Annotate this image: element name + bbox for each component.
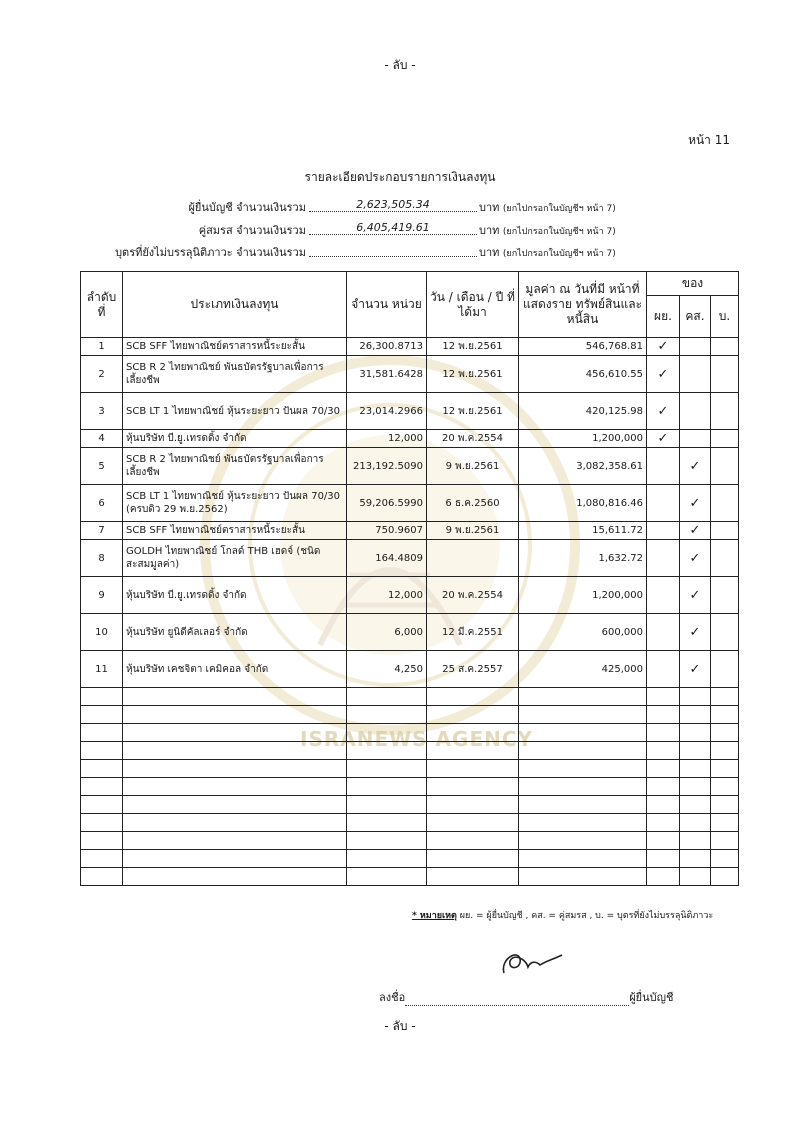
summary-children-label: บุตรที่ยังไม่บรรลุนิติภาวะ จำนวนเงินรวม <box>115 246 306 259</box>
empty-row <box>81 688 739 706</box>
empty-cell <box>81 760 123 778</box>
row-no: 7 <box>81 522 123 540</box>
empty-cell <box>123 796 347 814</box>
check-mark-icon: ✓ <box>657 339 669 354</box>
row-date: 25 ส.ค.2557 <box>427 651 519 688</box>
row-date: 9 พ.ย.2561 <box>427 448 519 485</box>
summary-children-amount <box>309 243 477 257</box>
owner-child-cell <box>711 356 739 393</box>
empty-cell <box>123 688 347 706</box>
empty-cell <box>81 868 123 886</box>
signature-line <box>379 988 673 1006</box>
row-value: 15,611.72 <box>519 522 647 540</box>
empty-cell <box>647 850 680 868</box>
empty-cell <box>347 760 427 778</box>
owner-child-cell <box>711 393 739 430</box>
check-mark-icon: ✓ <box>689 523 701 538</box>
owner-child-cell <box>711 485 739 522</box>
row-no: 5 <box>81 448 123 485</box>
owner-filer-cell <box>647 448 680 485</box>
empty-cell <box>347 814 427 832</box>
owner-filer-cell <box>647 522 680 540</box>
empty-cell <box>647 742 680 760</box>
row-date: 9 พ.ย.2561 <box>427 522 519 540</box>
empty-cell <box>123 814 347 832</box>
empty-cell <box>711 688 739 706</box>
row-type: GOLDH ไทยพาณิชย์ โกลด์ THB เฮดจ์ (ชนิดสะสมมูลค่า) <box>123 540 347 577</box>
summary-children-row <box>0 243 800 261</box>
empty-cell <box>680 778 711 796</box>
signature-scribble <box>498 945 566 979</box>
empty-cell <box>347 688 427 706</box>
summary-note: (ยกไปกรอกในบัญชีฯ หน้า 7) <box>502 249 616 259</box>
empty-cell <box>519 814 647 832</box>
empty-cell <box>427 760 519 778</box>
empty-cell <box>711 742 739 760</box>
row-no: 6 <box>81 485 123 522</box>
row-value: 420,125.98 <box>519 393 647 430</box>
empty-cell <box>123 832 347 850</box>
empty-cell <box>347 742 427 760</box>
check-mark-icon: ✓ <box>689 624 701 640</box>
table-row <box>81 430 739 448</box>
empty-cell <box>519 850 647 868</box>
owner-filer-cell <box>647 651 680 688</box>
empty-cell <box>81 688 123 706</box>
row-units: 4,250 <box>347 651 427 688</box>
row-no: 4 <box>81 430 123 448</box>
summary-filer-row <box>0 198 800 216</box>
row-units: 12,000 <box>347 577 427 614</box>
empty-cell <box>81 814 123 832</box>
empty-cell <box>680 724 711 742</box>
row-date <box>427 540 519 577</box>
table-row <box>81 448 739 485</box>
owner-spouse-cell <box>680 522 711 540</box>
empty-row <box>81 760 739 778</box>
summary-unit: บาท <box>479 224 500 237</box>
empty-cell <box>519 796 647 814</box>
empty-row <box>81 850 739 868</box>
sign-role: ผู้ยื่นบัญชี <box>629 991 674 1004</box>
empty-cell <box>123 850 347 868</box>
row-date: 12 พ.ย.2561 <box>427 356 519 393</box>
row-type: SCB R 2 ไทยพาณิชย์ พันธบัตรรัฐบาลเพื่อการเลี้ยงชีพ <box>123 448 347 485</box>
row-units: 750.9607 <box>347 522 427 540</box>
empty-cell <box>647 724 680 742</box>
check-mark-icon: ✓ <box>689 458 701 474</box>
owner-spouse-cell <box>680 448 711 485</box>
row-type: SCB SFF ไทยพาณิชย์ตราสารหนี้ระยะสั้น <box>123 522 347 540</box>
empty-cell <box>81 778 123 796</box>
row-date: 20 พ.ค.2554 <box>427 577 519 614</box>
header-date: วัน / เดือน / ปี ที่ได้มา <box>427 272 519 338</box>
empty-cell <box>347 832 427 850</box>
check-mark-icon: ✓ <box>657 403 669 419</box>
empty-cell <box>123 778 347 796</box>
row-units: 12,000 <box>347 430 427 448</box>
owner-filer-cell <box>647 356 680 393</box>
empty-cell <box>347 778 427 796</box>
owner-child-cell <box>711 540 739 577</box>
empty-cell <box>519 832 647 850</box>
table-row <box>81 356 739 393</box>
empty-row <box>81 724 739 742</box>
empty-cell <box>427 742 519 760</box>
header-owner-filer: ผย. <box>647 296 680 338</box>
row-date: 12 พ.ย.2561 <box>427 338 519 356</box>
empty-row <box>81 778 739 796</box>
empty-cell <box>81 796 123 814</box>
empty-cell <box>711 850 739 868</box>
owner-child-cell <box>711 430 739 448</box>
empty-row <box>81 814 739 832</box>
row-type: SCB LT 1 ไทยพาณิชย์ หุ้นระยะยาว ปันผล 70/30 <box>123 393 347 430</box>
empty-cell <box>519 868 647 886</box>
watermark-text: ISRANEWS AGENCY <box>300 727 534 751</box>
empty-cell <box>647 796 680 814</box>
empty-cell <box>81 724 123 742</box>
owner-filer-cell <box>647 338 680 356</box>
row-type: SCB R 2 ไทยพาณิชย์ พันธบัตรรัฐบาลเพื่อการเลี้ยงชีพ <box>123 356 347 393</box>
empty-row <box>81 742 739 760</box>
summary-note: (ยกไปกรอกในบัญชีฯ หน้า 7) <box>502 227 616 237</box>
owner-spouse-cell <box>680 393 711 430</box>
page-number: หน้า 11 <box>688 133 730 147</box>
owner-filer-cell <box>647 430 680 448</box>
table-row <box>81 338 739 356</box>
summary-spouse-label: คู่สมรส จำนวนเงินรวม <box>198 224 306 237</box>
owner-filer-cell <box>647 614 680 651</box>
document-title: รายละเอียดประกอบรายการเงินลงทุน <box>304 170 496 184</box>
row-value: 1,200,000 <box>519 430 647 448</box>
header-no: ลำดับ ที่ <box>81 272 123 338</box>
empty-cell <box>647 778 680 796</box>
row-no: 9 <box>81 577 123 614</box>
empty-cell <box>427 832 519 850</box>
row-type: หุ้นบริษัท เคชจิตา เคมิคอล จำกัด <box>123 651 347 688</box>
empty-cell <box>427 868 519 886</box>
empty-cell <box>81 832 123 850</box>
empty-cell <box>680 850 711 868</box>
owner-child-cell <box>711 338 739 356</box>
empty-cell <box>519 688 647 706</box>
table-row <box>81 485 739 522</box>
row-date: 12 พ.ย.2561 <box>427 393 519 430</box>
owner-filer-cell <box>647 540 680 577</box>
owner-spouse-cell <box>680 614 711 651</box>
sign-dots <box>405 993 629 1006</box>
empty-cell <box>123 760 347 778</box>
row-value: 600,000 <box>519 614 647 651</box>
owner-spouse-cell <box>680 485 711 522</box>
empty-cell <box>427 688 519 706</box>
owner-spouse-cell <box>680 430 711 448</box>
summary-filer-label: ผู้ยื่นบัญชี จำนวนเงินรวม <box>188 201 306 214</box>
row-value: 1,200,000 <box>519 577 647 614</box>
owner-child-cell <box>711 651 739 688</box>
empty-cell <box>711 706 739 724</box>
table-row <box>81 577 739 614</box>
table-row <box>81 540 739 577</box>
header-owner-spouse: คส. <box>680 296 711 338</box>
empty-cell <box>680 760 711 778</box>
empty-cell <box>519 778 647 796</box>
empty-cell <box>647 688 680 706</box>
row-type: SCB LT 1 ไทยพาณิชย์ หุ้นระยะยาว ปันผล 70/30 (ครบดิว 29 พ.ย.2562) <box>123 485 347 522</box>
empty-cell <box>647 832 680 850</box>
table-row <box>81 522 739 540</box>
empty-cell <box>680 868 711 886</box>
owner-spouse-cell <box>680 540 711 577</box>
empty-cell <box>347 796 427 814</box>
row-value: 456,610.55 <box>519 356 647 393</box>
check-mark-icon: ✓ <box>689 661 701 677</box>
empty-row <box>81 832 739 850</box>
row-value: 546,768.81 <box>519 338 647 356</box>
row-no: 2 <box>81 356 123 393</box>
check-mark-icon: ✓ <box>689 587 701 603</box>
empty-cell <box>711 832 739 850</box>
empty-row <box>81 796 739 814</box>
confidential-label-bottom: - ลับ - <box>384 1019 416 1033</box>
empty-cell <box>123 868 347 886</box>
row-value: 3,082,358.61 <box>519 448 647 485</box>
empty-cell <box>680 706 711 724</box>
row-value: 1,632.72 <box>519 540 647 577</box>
empty-cell <box>680 814 711 832</box>
empty-cell <box>427 850 519 868</box>
empty-cell <box>519 706 647 724</box>
row-date: 12 มี.ค.2551 <box>427 614 519 651</box>
row-no: 8 <box>81 540 123 577</box>
owner-child-cell <box>711 577 739 614</box>
summary-unit: บาท <box>479 201 500 214</box>
empty-cell <box>427 814 519 832</box>
empty-cell <box>81 706 123 724</box>
summary-spouse-row <box>0 221 800 239</box>
owner-child-cell <box>711 448 739 485</box>
empty-cell <box>680 742 711 760</box>
empty-cell <box>647 706 680 724</box>
owner-spouse-cell <box>680 338 711 356</box>
row-units: 213,192.5090 <box>347 448 427 485</box>
empty-cell <box>427 778 519 796</box>
empty-row <box>81 868 739 886</box>
empty-cell <box>81 850 123 868</box>
summary-spouse-amount: 6,405,419.61 <box>309 221 477 235</box>
empty-cell <box>711 814 739 832</box>
row-units: 26,300.8713 <box>347 338 427 356</box>
row-units: 23,014.2966 <box>347 393 427 430</box>
owner-filer-cell <box>647 577 680 614</box>
row-no: 3 <box>81 393 123 430</box>
summary-filer-amount: 2,623,505.34 <box>309 198 477 212</box>
footnote-text: ผย. = ผู้ยื่นบัญชี , คส. = คู่สมรส , บ. = บุตรที่ยังไม่บรรลุนิติภาวะ <box>456 911 714 921</box>
table-row <box>81 651 739 688</box>
empty-cell <box>347 724 427 742</box>
empty-cell <box>519 760 647 778</box>
owner-child-cell <box>711 614 739 651</box>
row-no: 11 <box>81 651 123 688</box>
empty-cell <box>711 778 739 796</box>
empty-cell <box>680 796 711 814</box>
empty-cell <box>519 724 647 742</box>
empty-cell <box>123 706 347 724</box>
header-type: ประเภทเงินลงทุน <box>123 272 347 338</box>
investment-table <box>80 271 739 886</box>
check-mark-icon: ✓ <box>657 366 669 382</box>
check-mark-icon: ✓ <box>657 431 669 446</box>
empty-cell <box>647 868 680 886</box>
table-body <box>81 338 739 886</box>
empty-cell <box>81 742 123 760</box>
header-value: มูลค่า ณ วันที่มี หน้าที่แสดงราย ทรัพย์สินและหนี้สิน <box>519 272 647 338</box>
header-owner: ของ <box>647 272 739 296</box>
footnote-label: * หมายเหตุ <box>412 911 457 921</box>
confidential-label-top: - ลับ - <box>384 58 416 72</box>
empty-cell <box>711 868 739 886</box>
header-units: จำนวน หน่วย <box>347 272 427 338</box>
empty-cell <box>680 688 711 706</box>
row-type: หุ้นบริษัท บี.ยู.เทรดดิ้ง จำกัด <box>123 430 347 448</box>
row-units: 31,581.6428 <box>347 356 427 393</box>
row-units: 164.4809 <box>347 540 427 577</box>
empty-cell <box>347 868 427 886</box>
row-type: หุ้นบริษัท บี.ยู.เทรดดิ้ง จำกัด <box>123 577 347 614</box>
row-value: 425,000 <box>519 651 647 688</box>
empty-cell <box>123 724 347 742</box>
row-no: 10 <box>81 614 123 651</box>
empty-cell <box>427 796 519 814</box>
owner-spouse-cell <box>680 651 711 688</box>
row-type: SCB SFF ไทยพาณิชย์ตราสารหนี้ระยะสั้น <box>123 338 347 356</box>
table-row <box>81 393 739 430</box>
empty-cell <box>647 760 680 778</box>
empty-row <box>81 706 739 724</box>
owner-filer-cell <box>647 485 680 522</box>
empty-cell <box>347 706 427 724</box>
empty-cell <box>123 742 347 760</box>
empty-cell <box>427 724 519 742</box>
empty-cell <box>680 832 711 850</box>
empty-cell <box>347 850 427 868</box>
sign-label: ลงชื่อ <box>379 991 406 1004</box>
empty-cell <box>427 706 519 724</box>
row-date: 6 ธ.ค.2560 <box>427 485 519 522</box>
check-mark-icon: ✓ <box>689 550 701 566</box>
empty-cell <box>647 814 680 832</box>
owner-child-cell <box>711 522 739 540</box>
empty-cell <box>519 742 647 760</box>
owner-filer-cell <box>647 393 680 430</box>
row-value: 1,080,816.46 <box>519 485 647 522</box>
row-units: 6,000 <box>347 614 427 651</box>
row-type: หุ้นบริษัท ยูนิดีคัลเลอร์ จำกัด <box>123 614 347 651</box>
empty-cell <box>711 760 739 778</box>
check-mark-icon: ✓ <box>689 495 701 511</box>
footnote <box>412 908 713 922</box>
row-no: 1 <box>81 338 123 356</box>
summary-unit: บาท <box>479 246 500 259</box>
row-date: 20 พ.ค.2554 <box>427 430 519 448</box>
owner-spouse-cell <box>680 356 711 393</box>
empty-cell <box>711 796 739 814</box>
owner-spouse-cell <box>680 577 711 614</box>
summary-note: (ยกไปกรอกในบัญชีฯ หน้า 7) <box>502 204 616 214</box>
table-row <box>81 614 739 651</box>
header-owner-child: บ. <box>711 296 739 338</box>
row-units: 59,206.5990 <box>347 485 427 522</box>
empty-cell <box>711 724 739 742</box>
